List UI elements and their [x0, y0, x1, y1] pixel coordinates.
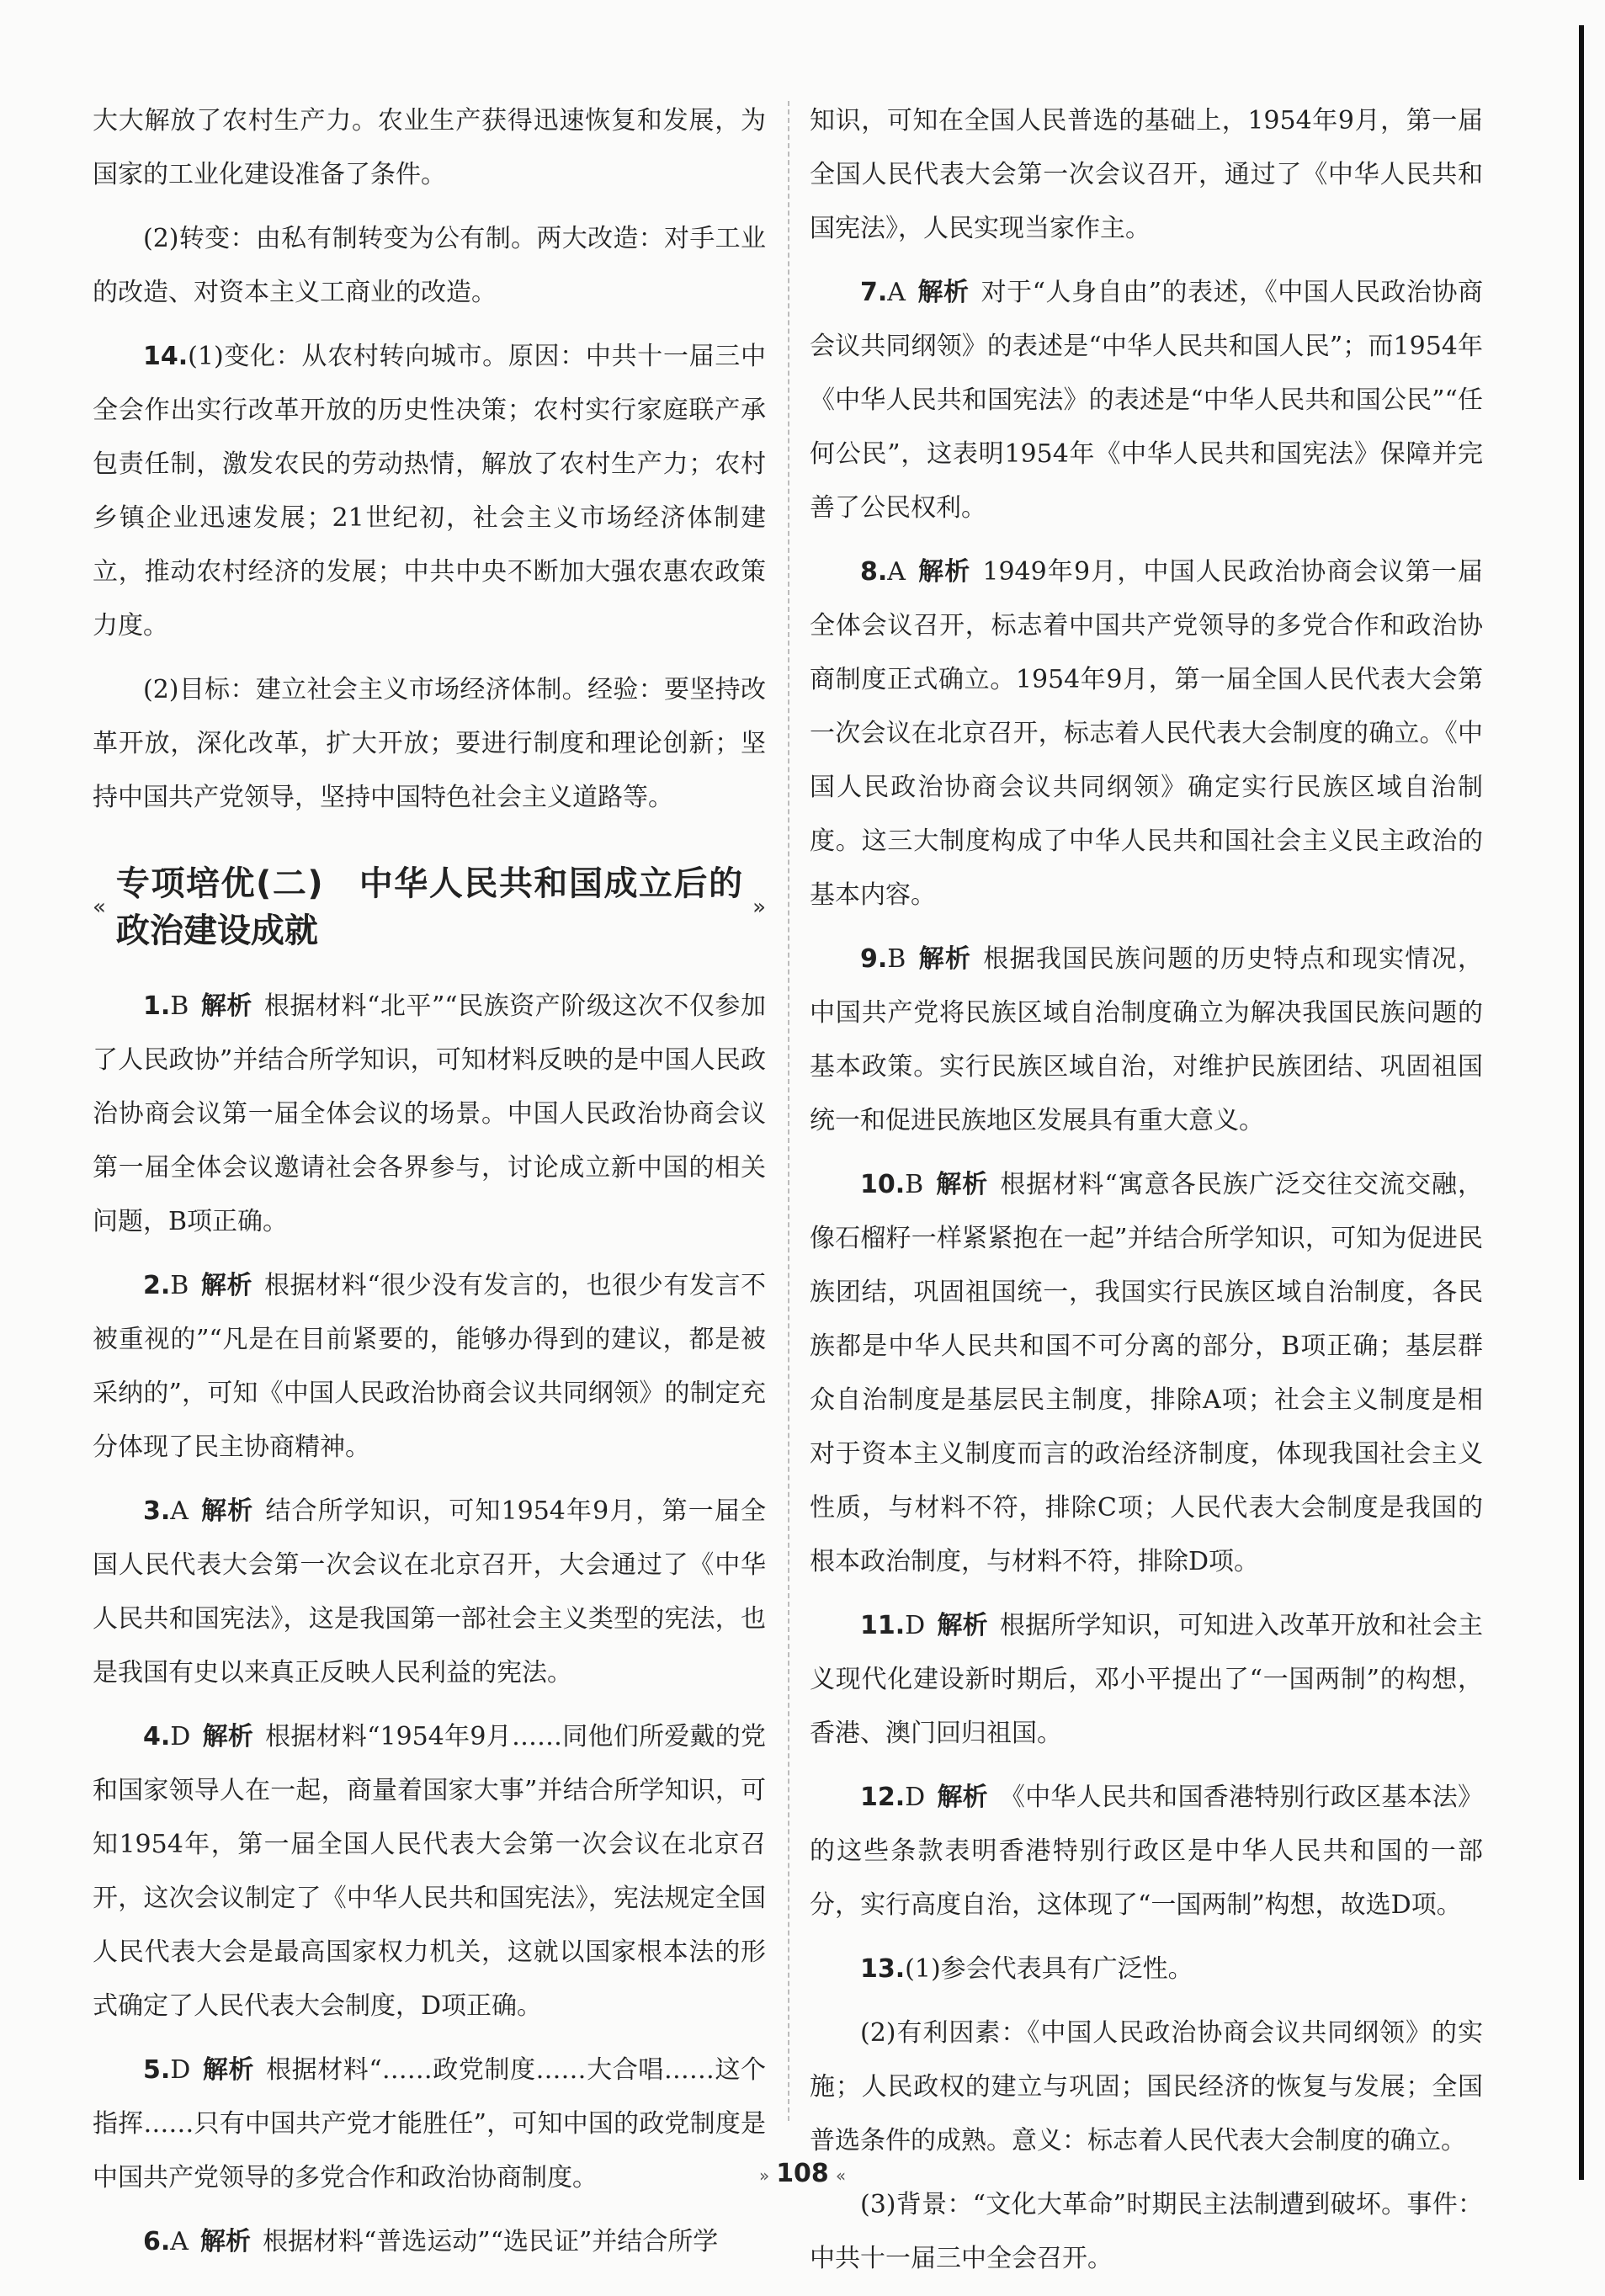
section-heading	[93, 860, 766, 954]
item-number: 2.	[143, 1271, 171, 1300]
question-text: (1)变化：从农村转向城市。原因：中共十一届三中全会作出实行改革开放的历史性决策；农村实行家庭联产承包责任制，激发农民的劳动热情，解放了农村生产力；农村乡镇企业迅速发展；21世纪初，社会主义市场经济体制建立，推动农村经济的发展；中共中央不断加大强农惠农政策力度。	[93, 342, 766, 640]
analysis-label: 解析	[917, 944, 972, 974]
question-14	[93, 330, 766, 653]
item-answer: B	[170, 991, 189, 1021]
paragraph: 大大解放了农村生产力。农业生产获得迅速恢复和发展，为国家的工业化建设准备了条件。	[93, 106, 766, 189]
item-text: 结合所学知识，可知1954年9月，第一届全国人民代表大会第一次会议在北京召开，大会通过了《中华人民共和国宪法》，这是我国第一部社会主义类型的宪法，也是我国有史以来真正反映人民利益的宪法。	[93, 1496, 767, 1687]
item-answer: B	[170, 1271, 189, 1300]
analysis-label: 解析	[935, 1170, 989, 1199]
analysis-label: 解析	[202, 2055, 255, 2085]
answer-item-10	[810, 1158, 1483, 1589]
question-13	[810, 1943, 1483, 1996]
item-text: 根据材料“……政党制度……大合唱……这个指挥……只有中国共产党才能胜任”，可知中国的政党制度是中国共产党领导的多党合作和政治协商制度。	[93, 2055, 766, 2192]
item-number: 1.	[143, 991, 171, 1021]
arrow-right-icon: »	[758, 2166, 770, 2186]
column-divider	[788, 101, 789, 2121]
item-answer: D	[170, 1722, 191, 1751]
item-text: 根据材料“1954年9月……同他们所爱戴的党和国家领导人在一起，商量着国家大事”并结合所学知识，可知1954年，第一届全国人民代表大会第一次会议在北京召开，这次会议制定了《中华人民共和国宪法》，宪法规定全国人民代表大会是最高国家权力机关，这就以国家根本法的形式确定了人民代表大会制度，D项正确。	[93, 1722, 767, 2021]
item-answer: A	[887, 278, 906, 307]
chevron-left-icon: «	[93, 895, 106, 920]
item-answer: D	[905, 1611, 926, 1640]
analysis-label: 解析	[202, 1722, 254, 1751]
item-text: 根据材料“很少没有发言的，也很少有发言不被重视的”“凡是在目前紧要的，能够办得到的建议，都是被采纳的”，可知《中国人民政治协商会议共同纲领》的制定充分体现了民主协商精神。	[93, 1271, 766, 1462]
page-edge-rule	[1579, 25, 1584, 2180]
analysis-label: 解析	[199, 2227, 251, 2256]
item-number: 10.	[860, 1170, 906, 1199]
item-text: 根据材料“寓意各民族广泛交往交流交融，像石榴籽一样紧紧抱在一起”并结合所学知识，可知为促进民族团结，巩固祖国统一，我国实行民族区域自治制度，各民族都是中华人民共和国不可分离的部分，B项正确；基层群众自治制度是基层民主制度，排除A项；社会主义制度是相对于资本主义制度而言的政治经济制度，体现我国社会主义性质，与材料不符，排除C项；人民代表大会制度是我国的根本政治制度，与材料不符，排除D项。	[810, 1170, 1484, 1576]
item-number: 8.	[860, 557, 888, 587]
answer-item-3	[93, 1485, 766, 1700]
item-number: 7.	[860, 278, 888, 307]
right-column	[810, 94, 1483, 2296]
answer-item-9	[810, 933, 1483, 1148]
paragraph: (2)目标：建立社会主义市场经济体制。经验：要坚持改革开放，深化改革，扩大开放；要进行制度和理论创新；坚持中国共产党领导，坚持中国特色社会主义道路等。	[93, 675, 766, 812]
answer-item-6	[93, 2215, 766, 2269]
paragraph: (2)有利因素：《中国人民政治协商会议共同纲领》的实施；人民政权的建立与巩固；国民经济的恢复与发展；全国普选条件的成熟。意义：标志着人民代表大会制度的确立。	[810, 2018, 1483, 2155]
arrow-left-icon: «	[835, 2166, 847, 2186]
item-text: 对于“人身自由”的表述，《中国人民政治协商会议共同纲领》的表述是“中华人民共和国人民”；而1954年《中华人民共和国宪法》的表述是“中华人民共和国公民”“任何公民”，这表明1954年《中华人民共和国宪法》保障并完善了公民权利。	[810, 278, 1483, 523]
answer-item-2	[93, 1259, 766, 1475]
analysis-label: 解析	[937, 1783, 988, 1812]
analysis-label: 解析	[917, 278, 970, 307]
item-text: 《中华人民共和国香港特别行政区基本法》的这些条款表明香港特别行政区是中华人民共和国的一部分，实行高度自治，这体现了“一国两制”构想，故选D项。	[810, 1783, 1484, 1920]
item-number: 6.	[143, 2227, 171, 2256]
item-text: 根据我国民族问题的历史特点和现实情况，中国共产党将民族区域自治制度确立为解决我国民族问题的基本政策。实行民族区域自治，对维护民族团结、巩固祖国统一和促进民族地区发展具有重大意义。	[810, 944, 1483, 1135]
analysis-label: 解析	[917, 557, 971, 587]
item-number: 11.	[860, 1611, 906, 1640]
item-answer: A	[170, 2227, 189, 2256]
analysis-label: 解析	[200, 991, 252, 1021]
item-number: 9.	[860, 944, 888, 974]
item-answer: D	[170, 2055, 191, 2085]
item-text: 根据材料“北平”“民族资产阶级这次不仅参加了人民政协”并结合所学知识，可知材料反映的是中国人民政治协商会议第一届全体会议的场景。中国人民政治协商会议第一届全体会议邀请社会各界参与，讨论成立新中国的相关问题，B项正确。	[93, 991, 766, 1236]
answer-item-12	[810, 1771, 1483, 1932]
item-number: 4.	[143, 1722, 171, 1751]
paragraph: (3)背景：“文化大革命”时期民主法制遭到破坏。事件：中共十一届三中全会召开。	[810, 2190, 1483, 2273]
item-text: 根据材料“普选运动”“选民证”并结合所学	[262, 2227, 719, 2256]
item-number: 5.	[143, 2055, 171, 2085]
question-text: (1)参会代表具有广泛性。	[905, 1954, 1193, 1984]
item-answer: D	[905, 1783, 926, 1812]
answer-item-1	[93, 980, 766, 1249]
item-number: 12.	[860, 1783, 906, 1812]
item-text: 1949年9月，中国人民政治协商会议第一届全体会议召开，标志着中国共产党领导的多党合作和政治协商制度正式确立。1954年9月，第一届全国人民代表大会第一次会议在北京召开，标志着人民代表大会制度的确立。《中国人民政治协商会议共同纲领》确定实行民族区域自治制度。这三大制度构成了中华人民共和国社会主义民主政治的基本内容。	[810, 557, 1484, 910]
analysis-label: 解析	[937, 1611, 988, 1640]
section-title: 专项培优(二) 中华人民共和国成立后的政治建设成就	[115, 864, 743, 950]
answer-item-8	[810, 545, 1483, 922]
chevron-right-icon: »	[752, 895, 766, 920]
answer-item-4	[93, 1710, 766, 2033]
answer-item-7	[810, 266, 1483, 535]
answer-item-11	[810, 1599, 1483, 1761]
analysis-label: 解析	[199, 1496, 254, 1526]
item-answer: A	[887, 557, 906, 587]
analysis-label: 解析	[200, 1271, 253, 1300]
item-answer: B	[905, 1170, 924, 1199]
question-number: 14.	[143, 342, 189, 371]
question-number: 13.	[860, 1954, 906, 1984]
item-number: 3.	[143, 1496, 171, 1526]
item-answer: B	[887, 944, 906, 974]
item-answer: A	[170, 1496, 189, 1526]
paragraph: (2)转变：由私有制转变为公有制。两大改造：对手工业的改造、对资本主义工商业的改造。	[93, 224, 766, 307]
left-column	[93, 94, 766, 2279]
page-footer	[0, 2159, 1605, 2188]
item-text: 根据所学知识，可知进入改革开放和社会主义现代化建设新时期后，邓小平提出了“一国两制”的构想，香港、澳门回归祖国。	[810, 1611, 1484, 1748]
page-number: 108	[776, 2159, 829, 2188]
paragraph: 知识，可知在全国人民普选的基础上，1954年9月，第一届全国人民代表大会第一次会议召开，通过了《中华人民共和国宪法》，人民实现当家作主。	[810, 106, 1483, 243]
